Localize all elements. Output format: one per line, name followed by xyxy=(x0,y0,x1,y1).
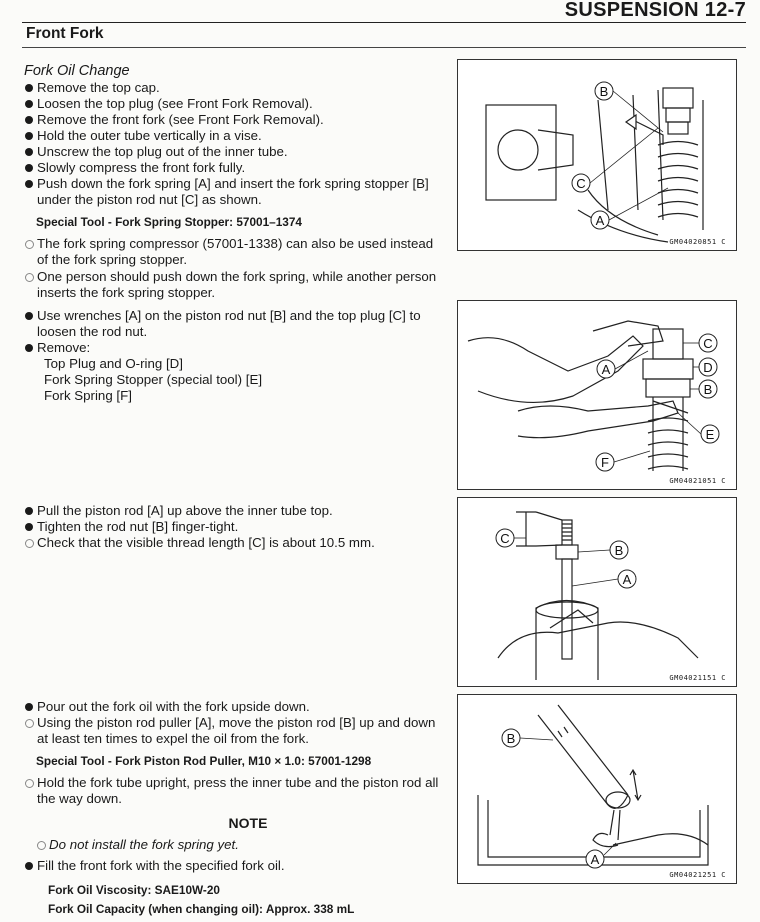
figure-piston-rod xyxy=(457,497,737,687)
figure-label: C xyxy=(500,531,510,546)
figure-label: B xyxy=(506,731,516,746)
step: Use wrenches [A] on the piston rod nut [B] and the top plug [C] to loosen the rod nut. xyxy=(24,308,442,340)
subheading: Fork Oil Change xyxy=(24,63,130,79)
figure-label: D xyxy=(703,360,713,375)
special-tool: Special Tool - Fork Spring Stopper: 57001–1374 xyxy=(36,215,302,229)
figure-code: GM04020851 C xyxy=(669,238,726,246)
figure-spring-stopper-illustration xyxy=(458,60,736,250)
note: Hold the fork tube upright, press the inner tube and the piston rod all the way down. xyxy=(24,775,442,807)
block-piston-rod xyxy=(24,503,442,551)
figure-label: C xyxy=(703,336,713,351)
figure-pour-oil xyxy=(457,694,737,884)
figure-label: F xyxy=(601,455,609,470)
figure-code: GM04021251 C xyxy=(669,871,726,879)
special-tool: Special Tool - Fork Piston Rod Puller, M10 × 1.0: 57001-1298 xyxy=(36,754,372,768)
figure-label: A xyxy=(622,572,632,587)
figure-wrenches-illustration xyxy=(458,301,736,489)
note: Do not install the fork spring yet. xyxy=(36,837,442,853)
page-header-title: SUSPENSION 12-7 xyxy=(564,0,746,21)
figure-wrenches xyxy=(457,300,737,490)
step: Hold the outer tube vertically in a vise. xyxy=(24,128,442,144)
step: Slowly compress the front fork fully. xyxy=(24,160,442,176)
step: Tighten the rod nut [B] finger-tight. xyxy=(24,519,442,535)
note: Using the piston rod puller [A], move the piston rod [B] up and down at least ten times to expel the oil from the fork. xyxy=(24,715,442,747)
spec-viscosity: Fork Oil Viscosity: SAE10W-20 xyxy=(48,883,220,897)
figure-spring-stopper xyxy=(457,59,737,251)
figure-label: C xyxy=(576,176,586,191)
figure-label: B xyxy=(599,84,609,99)
figure-label: B xyxy=(703,382,713,397)
figure-label: A xyxy=(590,852,600,867)
figure-code: GM04021151 C xyxy=(669,674,726,682)
figure-label: A xyxy=(595,213,605,228)
step: Fill the front fork with the specified fork oil. xyxy=(24,858,442,874)
section-bar xyxy=(22,23,746,48)
remove-item: Fork Spring Stopper (special tool) [E] xyxy=(44,372,263,387)
remove-item: Fork Spring [F] xyxy=(44,388,132,403)
step: Pour out the fork oil with the fork upside down. xyxy=(24,699,442,715)
step: Remove the front fork (see Front Fork Removal). xyxy=(24,112,442,128)
step: Unscrew the top plug out of the inner tube. xyxy=(24,144,442,160)
note-heading: NOTE xyxy=(228,815,268,831)
section-title: Front Fork xyxy=(26,25,104,42)
block-pour-oil xyxy=(24,699,442,917)
figure-label: A xyxy=(601,362,611,377)
figure-label: B xyxy=(614,543,624,558)
figure-pour-oil-illustration xyxy=(458,695,736,883)
figure-label: E xyxy=(705,427,715,442)
note: Check that the visible thread length [C] is about 10.5 mm. xyxy=(24,535,442,551)
step: Remove the top cap. xyxy=(24,80,442,96)
step: Loosen the top plug (see Front Fork Removal). xyxy=(24,96,442,112)
figure-piston-rod-illustration xyxy=(458,498,736,686)
note: One person should push down the fork spring, while another person inserts the fork spring stopper. xyxy=(24,269,442,301)
figure-code: GM04021051 C xyxy=(669,477,726,485)
spec-capacity: Fork Oil Capacity (when changing oil): Approx. 338 mL xyxy=(48,902,355,916)
note: The fork spring compressor (57001-1338) can also be used instead of the fork spring stopper. xyxy=(24,236,442,268)
remove-item: Top Plug and O-ring [D] xyxy=(44,356,183,371)
step: Push down the fork spring [A] and insert the fork spring stopper [B] under the piston rod nut [C] as shown. xyxy=(24,176,442,208)
block-fork-oil-change xyxy=(24,63,442,301)
step: Pull the piston rod [A] up above the inner tube top. xyxy=(24,503,442,519)
step: Remove: xyxy=(24,340,442,356)
block-loosen-rod-nut xyxy=(24,308,442,404)
